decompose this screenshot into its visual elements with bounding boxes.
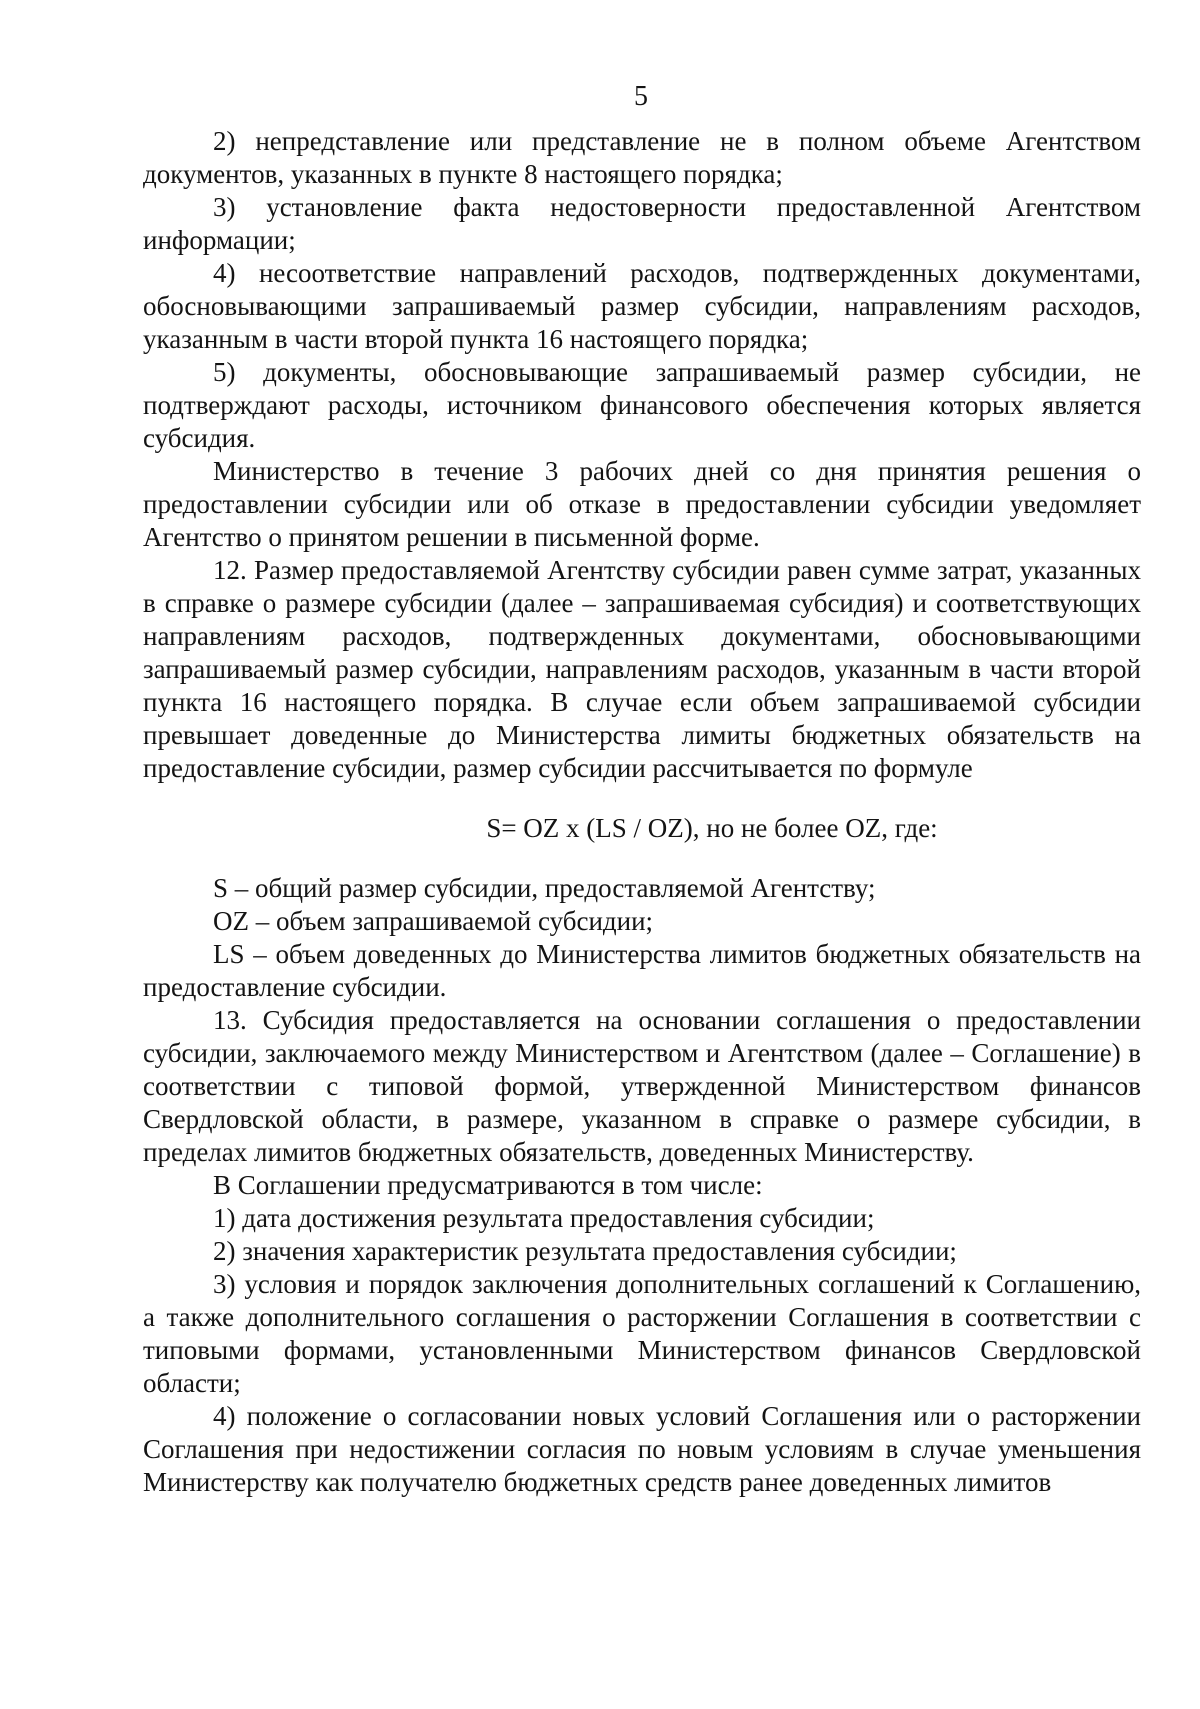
formula-definition-s: S – общий размер субсидии, предоставляемой Агентству;	[213, 873, 876, 903]
agreement-item-1: 1) дата достижения результата предоставления субсидии;	[213, 1203, 875, 1233]
agreement-item-2: 2) значения характеристик результата предоставления субсидии;	[213, 1236, 957, 1266]
paragraph-agreement-intro: В Соглашении предусматриваются в том числе:	[213, 1170, 763, 1200]
agreement-item-4: 4) положение о согласовании новых условий Соглашения или о расторжении Соглашения при недостижении согласия по новым условиям в случае уменьшения Министерству как получателю бюджетных средств ранее доведенных лимитов	[143, 1401, 1141, 1497]
formula-definition-oz: OZ – объем запрашиваемой субсидии;	[213, 906, 654, 936]
paragraph-item-3: 3) установление факта недостоверности предоставленной Агентством информации;	[143, 192, 1141, 255]
agreement-item-3: 3) условия и порядок заключения дополнительных соглашений к Соглашению, а также дополнительного соглашения о расторжении Соглашения в соответствии с типовыми формами, установленными Министерством финансов Свердловской области;	[143, 1269, 1141, 1398]
paragraph-clause-13: 13. Субсидия предоставляется на основании соглашения о предоставлении субсидии, заключаемого между Министерством и Агентством (далее – Соглашение) в соответствии с типовой формой, утвержденной Министерством финансов Свердловской области, в размере, указанном в справке о размере субсидии, в пределах лимитов бюджетных обязательств, доведенных Министерству.	[143, 1005, 1141, 1167]
page-number: 5	[634, 81, 648, 112]
document-body	[143, 125, 1141, 1499]
paragraph-clause-12: 12. Размер предоставляемой Агентству субсидии равен сумме затрат, указанных в справке о размере субсидии (далее – запрашиваемая субсидия) и соответствующих направлениям расходов, подтвержденных документами, обосновывающими запрашиваемый размер субсидии, направлениям расходов, указанным в части второй пункта 16 настоящего порядка. В случае если объем запрашиваемой субсидии превышает доведенные до Министерства лимиты бюджетных обязательств на предоставление субсидии, размер субсидии рассчитывается по формуле	[143, 555, 1141, 783]
subsidy-formula: S= OZ x (LS / OZ), но не более OZ, где:	[486, 813, 938, 843]
paragraph-item-5: 5) документы, обосновывающие запрашиваемый размер субсидии, не подтверждают расходы, источником финансового обеспечения которых является субсидия.	[143, 357, 1141, 453]
formula-definition-ls: LS – объем доведенных до Министерства лимитов бюджетных обязательств на предоставление субсидии.	[143, 939, 1141, 1002]
paragraph-item-2: 2) непредставление или представление не в полном объеме Агентством документов, указанных в пункте 8 настоящего порядка;	[143, 126, 1141, 189]
paragraph-item-4: 4) несоответствие направлений расходов, подтвержденных документами, обосновывающими запрашиваемый размер субсидии, направлениям расходов, указанным в части второй пункта 16 настоящего порядка;	[143, 258, 1141, 354]
paragraph-notification: Министерство в течение 3 рабочих дней со дня принятия решения о предоставлении субсидии или об отказе в предоставлении субсидии уведомляет Агентство о принятом решении в письменной форме.	[143, 456, 1141, 552]
